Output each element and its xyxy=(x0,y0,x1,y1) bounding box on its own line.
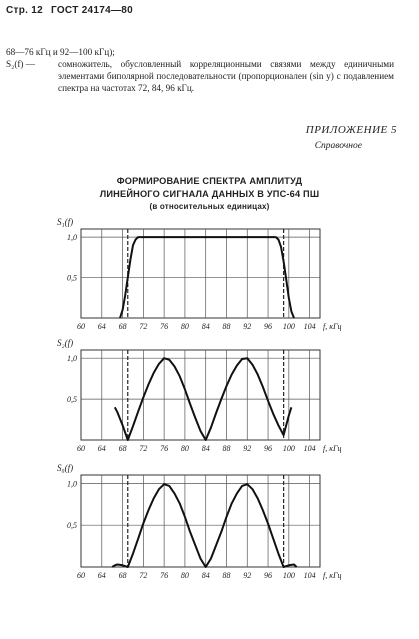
chart-1-x-tick-label: 72 xyxy=(139,322,148,331)
chart-3-x-tick-label: 104 xyxy=(303,571,316,580)
page-number: Стр. 12 xyxy=(6,5,44,16)
annex-reference: Справочное xyxy=(314,141,362,151)
chart-3-x-tick-label: 92 xyxy=(243,571,252,580)
chart-3-y-tick-label: 0,5 xyxy=(67,521,77,531)
chart-3-x-tick-label: 96 xyxy=(264,571,273,580)
chart-2-x-tick-label: 88 xyxy=(222,444,231,453)
chart-1-x-tick-label: 88 xyxy=(222,322,231,331)
figure-title-line-2: ЛИНЕЙНОГО СИГНАЛА ДАННЫХ В УПС-64 ПШ xyxy=(99,189,320,199)
chart-3-x-tick-label: 60 xyxy=(77,571,85,580)
chart-2-x-tick-label: 104 xyxy=(303,444,316,453)
chart-1-y-tick-label: 0,5 xyxy=(67,273,77,283)
chart-1-x-tick-label: 84 xyxy=(201,322,210,331)
chart-2-x-tick-label: 92 xyxy=(243,444,252,453)
chart-1-y-tick-label: 1,0 xyxy=(67,233,77,243)
chart-2-x-tick-label: 84 xyxy=(201,444,210,453)
definition-term: S₂(f) — xyxy=(6,59,35,69)
chart-1-y-axis-label: S₁(f) xyxy=(57,217,74,227)
chart-1-x-tick-label: 104 xyxy=(303,322,316,331)
chart-2-x-tick-label: 68 xyxy=(118,444,127,453)
chart-2-x-tick-label: 60 xyxy=(77,444,85,453)
chart-2-y-tick-label: 1,0 xyxy=(67,354,77,364)
chart-2-x-axis-label: f, кГц xyxy=(323,444,342,453)
chart-1-x-tick-label: 92 xyxy=(243,322,252,331)
chart-2-x-tick-label: 100 xyxy=(282,444,295,453)
chart-3-x-tick-label: 84 xyxy=(201,571,210,580)
chart-2-x-tick-label: 72 xyxy=(139,444,148,453)
chart-2-y-axis-label: S₂(f) xyxy=(57,338,74,348)
figure-title-line-3: (в относительных единицах) xyxy=(149,202,270,211)
definition-body: сомножитель, обусловленный корреляционными связями между единичными элементами биполярной последовательности (пропорционален (sin y) с подавлением спектра на частотах 72, 84, 96 кГц. xyxy=(58,59,394,93)
chart-2-y-tick-label: 0,5 xyxy=(67,395,77,405)
chart-3-y-axis-label: S₀(f) xyxy=(57,463,74,473)
chart-3-x-tick-label: 64 xyxy=(97,571,106,580)
chart-2-x-tick-label: 76 xyxy=(160,444,169,453)
chart-3-x-tick-label: 68 xyxy=(118,571,127,580)
chart-3-x-tick-label: 80 xyxy=(180,571,189,580)
chart-1-x-tick-label: 76 xyxy=(160,322,169,331)
chart-1-x-tick-label: 100 xyxy=(282,322,295,331)
chart-2-x-tick-label: 80 xyxy=(180,444,189,453)
chart-1-x-tick-label: 68 xyxy=(118,322,127,331)
annex-label: ПРИЛОЖЕНИЕ 5 xyxy=(305,124,397,136)
chart-1-x-tick-label: 60 xyxy=(77,322,85,331)
chart-1-x-axis-label: f, кГц xyxy=(323,322,342,331)
chart-1-x-tick-label: 96 xyxy=(264,322,273,331)
chart-3-y-tick-label: 1,0 xyxy=(67,479,77,489)
chart-3-x-tick-label: 72 xyxy=(139,571,148,580)
chart-3-x-tick-label: 100 xyxy=(282,571,295,580)
text-line-1: 68—76 кГц и 92—100 кГц); xyxy=(6,47,115,57)
chart-2-x-tick-label: 96 xyxy=(264,444,273,453)
chart-3-x-tick-label: 88 xyxy=(222,571,231,580)
standard-code: ГОСТ 24174—80 xyxy=(51,5,134,16)
chart-1-x-tick-label: 80 xyxy=(180,322,189,331)
chart-1-x-tick-label: 64 xyxy=(97,322,106,331)
chart-3-x-tick-label: 76 xyxy=(160,571,169,580)
figure-title-line-1: ФОРМИРОВАНИЕ СПЕКТРА АМПЛИТУД xyxy=(116,176,303,186)
chart-3-spectrum-curve xyxy=(112,484,296,567)
chart-2-x-tick-label: 64 xyxy=(97,444,106,453)
chart-3-x-axis-label: f, кГц xyxy=(323,571,342,580)
